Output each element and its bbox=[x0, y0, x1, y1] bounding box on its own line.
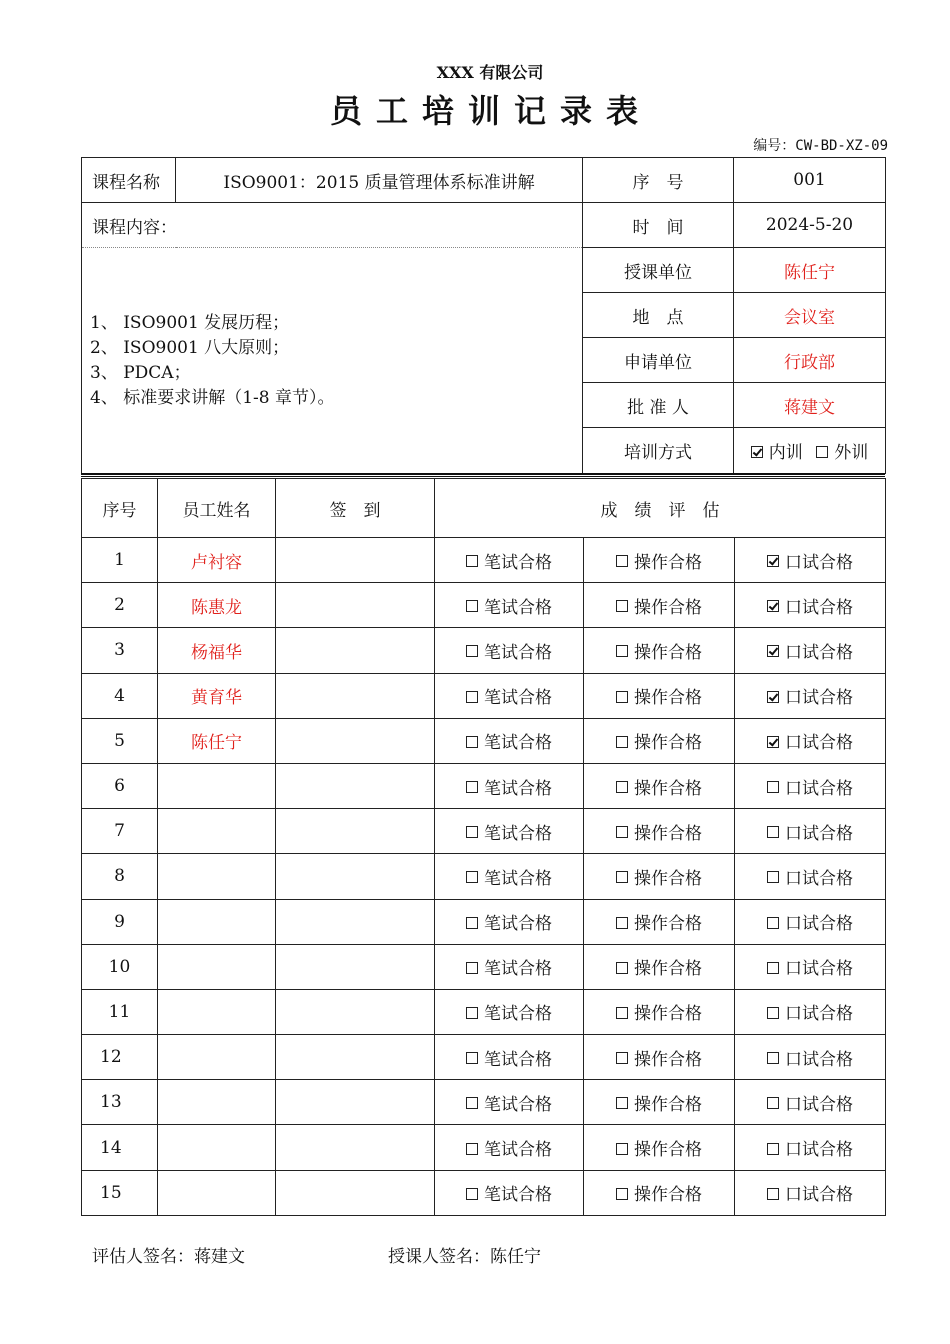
table-row bbox=[82, 583, 886, 628]
form-title: 员工培训记录表 bbox=[329, 92, 652, 130]
employee-name bbox=[158, 809, 276, 854]
checkbox[interactable] bbox=[466, 1143, 478, 1155]
table-row bbox=[82, 854, 886, 899]
evaluation-label: 口试合格 bbox=[785, 1049, 853, 1070]
evaluation-option bbox=[584, 899, 735, 944]
checkbox[interactable] bbox=[767, 736, 779, 748]
table-row bbox=[82, 1035, 886, 1080]
evaluation-option bbox=[435, 718, 584, 763]
row-serial: 6 bbox=[82, 763, 158, 808]
applicant-value: 行政部 bbox=[734, 338, 886, 383]
evaluation-label: 口试合格 bbox=[785, 1185, 853, 1206]
evaluation-option bbox=[435, 763, 584, 808]
evaluation-label: 口试合格 bbox=[785, 914, 853, 935]
checkbox[interactable] bbox=[767, 826, 779, 838]
checkbox[interactable] bbox=[616, 781, 628, 793]
evaluation-label: 操作合格 bbox=[634, 778, 702, 799]
evaluation-label: 口试合格 bbox=[785, 1094, 853, 1115]
row-serial: 3 bbox=[82, 628, 158, 673]
approver-value: 蒋建文 bbox=[734, 383, 886, 428]
header-serial: 序号 bbox=[82, 479, 158, 538]
evaluation-option bbox=[584, 1170, 735, 1215]
checkbox[interactable] bbox=[466, 1052, 478, 1064]
evaluation-label: 口试合格 bbox=[785, 733, 853, 754]
evaluation-label: 口试合格 bbox=[785, 552, 853, 573]
checkbox[interactable] bbox=[616, 691, 628, 703]
evaluation-label: 笔试合格 bbox=[484, 552, 552, 573]
evaluation-label: 口试合格 bbox=[785, 1004, 853, 1025]
evaluation-label: 口试合格 bbox=[785, 823, 853, 844]
checkbox[interactable] bbox=[616, 1143, 628, 1155]
checkbox[interactable] bbox=[767, 917, 779, 929]
evaluation-label: 口试合格 bbox=[785, 1140, 853, 1161]
row-serial: 2 bbox=[82, 583, 158, 628]
evaluation-option bbox=[735, 538, 886, 583]
checkbox[interactable] bbox=[767, 781, 779, 793]
sign-in-cell[interactable] bbox=[276, 718, 435, 763]
evaluation-option bbox=[435, 854, 584, 899]
evaluation-option bbox=[435, 1170, 584, 1215]
checkbox[interactable] bbox=[466, 1188, 478, 1200]
attendance-table bbox=[81, 478, 886, 1216]
evaluation-label: 操作合格 bbox=[634, 733, 702, 754]
evaluation-label: 操作合格 bbox=[634, 823, 702, 844]
mode-external-label: 外训 bbox=[834, 443, 869, 463]
evaluation-option bbox=[584, 809, 735, 854]
evaluation-option bbox=[435, 899, 584, 944]
evaluation-option bbox=[735, 899, 886, 944]
checkbox[interactable] bbox=[466, 555, 478, 567]
checkbox[interactable] bbox=[466, 600, 478, 612]
evaluation-label: 口试合格 bbox=[785, 642, 853, 663]
checkbox[interactable] bbox=[767, 1052, 779, 1064]
evaluation-option bbox=[735, 673, 886, 718]
evaluation-label: 操作合格 bbox=[634, 597, 702, 618]
training-mode bbox=[734, 428, 886, 474]
evaluation-label: 笔试合格 bbox=[484, 823, 552, 844]
evaluation-option bbox=[584, 944, 735, 989]
course-info-table bbox=[81, 157, 886, 474]
evaluation-label: 操作合格 bbox=[634, 868, 702, 889]
checkbox[interactable] bbox=[616, 736, 628, 748]
checkbox[interactable] bbox=[767, 1007, 779, 1019]
evaluation-option bbox=[435, 673, 584, 718]
employee-name bbox=[158, 944, 276, 989]
table-row bbox=[82, 718, 886, 763]
sign-in-cell[interactable] bbox=[276, 854, 435, 899]
sign-in-cell[interactable] bbox=[276, 1035, 435, 1080]
evaluation-label: 操作合格 bbox=[634, 1049, 702, 1070]
checkbox[interactable] bbox=[616, 962, 628, 974]
row-serial: 13 bbox=[82, 1080, 158, 1125]
evaluation-option bbox=[435, 1080, 584, 1125]
sign-in-cell[interactable] bbox=[276, 1125, 435, 1170]
checkbox[interactable] bbox=[466, 781, 478, 793]
evaluation-option bbox=[735, 854, 886, 899]
teacher-signature: 授课人签名：陈任宁 bbox=[388, 1247, 541, 1267]
sign-in-cell[interactable] bbox=[276, 673, 435, 718]
content-item: 1、 ISO9001 发展历程； bbox=[90, 312, 290, 333]
checkbox[interactable] bbox=[616, 826, 628, 838]
evaluation-label: 笔试合格 bbox=[484, 597, 552, 618]
evaluation-label: 笔试合格 bbox=[484, 688, 552, 709]
mode-label: 培训方式 bbox=[583, 428, 734, 474]
checkbox[interactable] bbox=[767, 962, 779, 974]
evaluation-option bbox=[435, 628, 584, 673]
evaluation-label: 操作合格 bbox=[634, 914, 702, 935]
evaluation-label: 口试合格 bbox=[785, 778, 853, 799]
checkbox[interactable] bbox=[616, 871, 628, 883]
time-label: 时 间 bbox=[583, 203, 734, 248]
row-serial: 11 bbox=[82, 989, 158, 1034]
evaluation-label: 操作合格 bbox=[634, 552, 702, 573]
evaluation-label: 操作合格 bbox=[634, 1094, 702, 1115]
evaluation-option bbox=[584, 763, 735, 808]
evaluation-option bbox=[435, 583, 584, 628]
checkbox[interactable] bbox=[616, 1007, 628, 1019]
checkbox[interactable] bbox=[767, 1143, 779, 1155]
employee-name bbox=[158, 1080, 276, 1125]
table-row bbox=[82, 899, 886, 944]
content-item: 4、 标准要求讲解（1-8 章节）。 bbox=[90, 387, 335, 408]
evaluation-option bbox=[435, 1125, 584, 1170]
header-sign: 签 到 bbox=[276, 479, 435, 538]
evaluation-option bbox=[435, 809, 584, 854]
evaluation-label: 笔试合格 bbox=[484, 642, 552, 663]
checkbox[interactable] bbox=[767, 871, 779, 883]
section-divider bbox=[81, 473, 885, 477]
checkbox-external[interactable] bbox=[816, 446, 828, 458]
checkbox[interactable] bbox=[466, 736, 478, 748]
company-name: XXX 有限公司 bbox=[436, 63, 544, 82]
sign-in-cell[interactable] bbox=[276, 538, 435, 583]
checkbox[interactable] bbox=[466, 1097, 478, 1109]
evaluation-label: 笔试合格 bbox=[484, 914, 552, 935]
evaluation-option bbox=[735, 583, 886, 628]
evaluation-label: 口试合格 bbox=[785, 868, 853, 889]
header-name: 员工姓名 bbox=[158, 479, 276, 538]
employee-name bbox=[158, 854, 276, 899]
employee-name: 陈惠龙 bbox=[158, 583, 276, 628]
evaluation-option bbox=[735, 763, 886, 808]
row-serial: 4 bbox=[82, 673, 158, 718]
employee-name: 黄育华 bbox=[158, 673, 276, 718]
evaluation-option bbox=[584, 583, 735, 628]
sign-in-cell[interactable] bbox=[276, 1170, 435, 1215]
course-content-list bbox=[82, 248, 583, 474]
header-evaluation: 成 绩 评 估 bbox=[435, 479, 886, 538]
checkbox[interactable] bbox=[466, 962, 478, 974]
evaluation-option bbox=[735, 809, 886, 854]
checkbox[interactable] bbox=[466, 826, 478, 838]
checkbox[interactable] bbox=[616, 600, 628, 612]
serial-value: 001 bbox=[734, 158, 886, 203]
course-name-label: 课程名称 bbox=[82, 158, 176, 203]
evaluation-label: 口试合格 bbox=[785, 959, 853, 980]
evaluation-label: 操作合格 bbox=[634, 1004, 702, 1025]
evaluation-label: 笔试合格 bbox=[484, 1185, 552, 1206]
table-row bbox=[82, 1080, 886, 1125]
evaluation-option bbox=[435, 989, 584, 1034]
employee-name: 卢衬容 bbox=[158, 538, 276, 583]
checkbox[interactable] bbox=[767, 1097, 779, 1109]
evaluation-label: 笔试合格 bbox=[484, 778, 552, 799]
evaluation-label: 笔试合格 bbox=[484, 1094, 552, 1115]
table-row bbox=[82, 628, 886, 673]
evaluation-option bbox=[435, 538, 584, 583]
evaluation-option bbox=[435, 1035, 584, 1080]
checkbox[interactable] bbox=[616, 1052, 628, 1064]
evaluation-option bbox=[735, 718, 886, 763]
evaluation-label: 口试合格 bbox=[785, 688, 853, 709]
checkbox[interactable] bbox=[466, 645, 478, 657]
evaluation-option bbox=[735, 1125, 886, 1170]
table-row bbox=[82, 673, 886, 718]
checkbox[interactable] bbox=[616, 645, 628, 657]
evaluation-option bbox=[584, 1035, 735, 1080]
form-code: 编号：CW-BD-XZ-09 bbox=[753, 138, 888, 154]
evaluator-signature: 评估人签名：蒋建文 bbox=[92, 1247, 245, 1267]
checkbox[interactable] bbox=[767, 1188, 779, 1200]
table-row bbox=[82, 1170, 886, 1215]
mode-internal-label: 内训 bbox=[768, 443, 803, 463]
evaluation-option bbox=[735, 1035, 886, 1080]
evaluation-option bbox=[584, 628, 735, 673]
evaluation-option bbox=[584, 854, 735, 899]
checkbox[interactable] bbox=[466, 691, 478, 703]
applicant-label: 申请单位 bbox=[583, 338, 734, 383]
table-row bbox=[82, 538, 886, 583]
evaluation-option bbox=[584, 1125, 735, 1170]
evaluation-label: 操作合格 bbox=[634, 688, 702, 709]
employee-name bbox=[158, 899, 276, 944]
trainer-label: 授课单位 bbox=[583, 248, 734, 293]
time-value: 2024-5-20 bbox=[734, 203, 886, 248]
row-serial: 9 bbox=[82, 899, 158, 944]
sign-in-cell[interactable] bbox=[276, 899, 435, 944]
evaluation-label: 操作合格 bbox=[634, 959, 702, 980]
employee-name bbox=[158, 989, 276, 1034]
evaluation-option bbox=[584, 673, 735, 718]
row-serial: 15 bbox=[82, 1170, 158, 1215]
location-value: 会议室 bbox=[734, 293, 886, 338]
evaluation-label: 笔试合格 bbox=[484, 1004, 552, 1025]
evaluation-option bbox=[584, 718, 735, 763]
content-item: 3、 PDCA； bbox=[90, 362, 191, 383]
employee-name: 杨福华 bbox=[158, 628, 276, 673]
evaluation-option bbox=[435, 944, 584, 989]
evaluation-option bbox=[735, 944, 886, 989]
evaluation-option bbox=[735, 989, 886, 1034]
approver-label: 批 准 人 bbox=[583, 383, 734, 428]
content-item: 2、 ISO9001 八大原则； bbox=[90, 337, 290, 358]
table-row bbox=[82, 809, 886, 854]
checkbox[interactable] bbox=[616, 1097, 628, 1109]
table-row bbox=[82, 944, 886, 989]
checkbox[interactable] bbox=[616, 555, 628, 567]
checkbox[interactable] bbox=[767, 600, 779, 612]
evaluation-label: 笔试合格 bbox=[484, 959, 552, 980]
course-content-label: 课程内容： bbox=[82, 203, 583, 248]
evaluation-option bbox=[735, 1080, 886, 1125]
row-serial: 12 bbox=[82, 1035, 158, 1080]
checkbox[interactable] bbox=[616, 1188, 628, 1200]
checkbox[interactable] bbox=[466, 1007, 478, 1019]
row-serial: 14 bbox=[82, 1125, 158, 1170]
evaluation-option bbox=[584, 989, 735, 1034]
table-row bbox=[82, 763, 886, 808]
evaluation-label: 笔试合格 bbox=[484, 868, 552, 889]
evaluation-option bbox=[735, 1170, 886, 1215]
row-serial: 8 bbox=[82, 854, 158, 899]
row-serial: 1 bbox=[82, 538, 158, 583]
employee-name bbox=[158, 763, 276, 808]
checkbox-internal[interactable] bbox=[751, 446, 763, 458]
row-serial: 5 bbox=[82, 718, 158, 763]
evaluation-label: 口试合格 bbox=[785, 597, 853, 618]
sign-in-cell[interactable] bbox=[276, 809, 435, 854]
sign-in-cell[interactable] bbox=[276, 583, 435, 628]
employee-name: 陈任宁 bbox=[158, 718, 276, 763]
employee-name bbox=[158, 1125, 276, 1170]
row-serial: 10 bbox=[82, 944, 158, 989]
trainer-value: 陈任宁 bbox=[734, 248, 886, 293]
evaluation-option bbox=[735, 628, 886, 673]
sign-in-cell[interactable] bbox=[276, 989, 435, 1034]
checkbox[interactable] bbox=[616, 917, 628, 929]
evaluation-label: 笔试合格 bbox=[484, 1049, 552, 1070]
evaluation-option bbox=[584, 1080, 735, 1125]
course-name: ISO9001：2015 质量管理体系标准讲解 bbox=[176, 158, 583, 203]
table-row bbox=[82, 989, 886, 1034]
table-row bbox=[82, 1125, 886, 1170]
checkbox[interactable] bbox=[767, 691, 779, 703]
checkbox[interactable] bbox=[767, 645, 779, 657]
sign-in-cell[interactable] bbox=[276, 628, 435, 673]
sign-in-cell[interactable] bbox=[276, 944, 435, 989]
row-serial: 7 bbox=[82, 809, 158, 854]
serial-label: 序 号 bbox=[583, 158, 734, 203]
sign-in-cell[interactable] bbox=[276, 763, 435, 808]
location-label: 地 点 bbox=[583, 293, 734, 338]
evaluation-label: 操作合格 bbox=[634, 1140, 702, 1161]
evaluation-label: 笔试合格 bbox=[484, 1140, 552, 1161]
employee-name bbox=[158, 1035, 276, 1080]
evaluation-label: 笔试合格 bbox=[484, 733, 552, 754]
employee-name bbox=[158, 1170, 276, 1215]
sign-in-cell[interactable] bbox=[276, 1080, 435, 1125]
checkbox[interactable] bbox=[466, 917, 478, 929]
evaluation-label: 操作合格 bbox=[634, 1185, 702, 1206]
evaluation-label: 操作合格 bbox=[634, 642, 702, 663]
evaluation-option bbox=[584, 538, 735, 583]
checkbox[interactable] bbox=[466, 871, 478, 883]
checkbox[interactable] bbox=[767, 555, 779, 567]
